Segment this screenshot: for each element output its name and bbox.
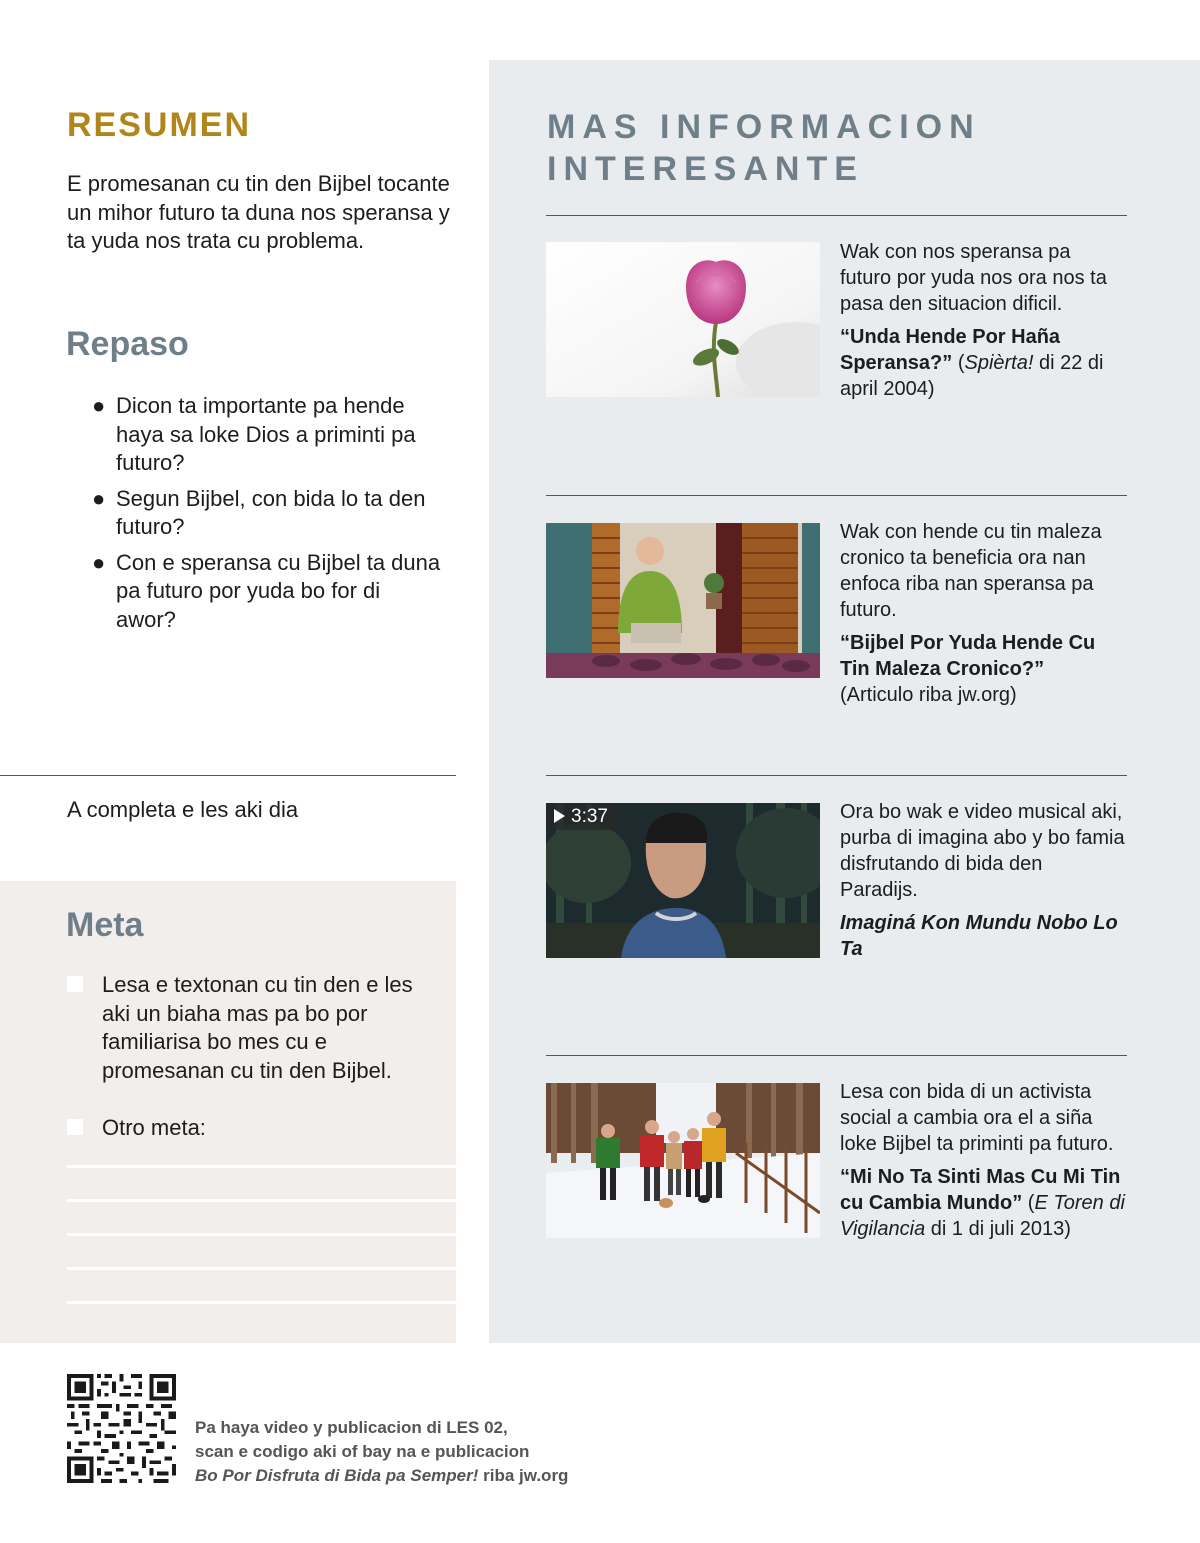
repaso-item: ● Segun Bijbel, con bida lo ta den futuro? xyxy=(92,485,426,539)
man-looking-up-image[interactable] xyxy=(546,803,820,958)
repaso-heading: Repaso xyxy=(66,325,189,363)
resumen-heading: RESUMEN xyxy=(67,106,252,144)
footer-note: Pa haya video y publicacion di LES 02, scan e codigo aki of bay na e publicacion Bo Por Disfruta di Bida pa Semper! riba jw.org xyxy=(195,1418,569,1485)
meta-item: Lesa e textonan cu tin den e les aki un biaha mas pa bo por familiarisa bo mes cu e promesanan cu tin den Bijbel. xyxy=(67,971,427,1085)
checkbox-icon[interactable] xyxy=(67,976,83,992)
write-line[interactable] xyxy=(67,1267,456,1270)
meta-section xyxy=(0,881,456,1343)
divider xyxy=(546,495,1127,496)
checkbox-icon[interactable] xyxy=(67,1119,83,1135)
repaso-item: ● Dicon ta importante pa hende haya sa loke Dios a priminti pa futuro? xyxy=(92,393,416,475)
pink-flower-image[interactable] xyxy=(546,242,820,397)
resumen-text: E promesanan cu tin den Bijbel tocante un mihor futuro ta duna nos speransa y ta yuda nos trata cu problema. xyxy=(67,171,450,253)
more-info-heading: MAS INFORMACION INTERESANTE xyxy=(547,108,981,188)
entry-reference[interactable]: “Unda Hende Por Haña Speransa?” (Spièrta! di 22 di april 2004) xyxy=(840,326,1104,400)
bullet-icon: ● xyxy=(92,549,106,575)
entry-reference[interactable]: “Mi No Ta Sinti Mas Cu Mi Tin cu Cambia Mundo” (E Toren di Vigilancia di 1 di juli 2013) xyxy=(840,1166,1125,1240)
info-entry xyxy=(840,799,1125,962)
play-icon xyxy=(554,809,565,823)
divider xyxy=(0,775,456,776)
info-entry xyxy=(840,519,1125,708)
write-line[interactable] xyxy=(67,1301,456,1304)
meta-item-other: Otro meta: xyxy=(67,1114,427,1143)
bullet-icon: ● xyxy=(92,393,106,418)
divider xyxy=(546,1055,1127,1056)
write-line[interactable] xyxy=(67,1199,456,1202)
divider xyxy=(546,215,1127,216)
entry-description: Wak con hende cu tin maleza cronico ta beneficia ora nan enfoca riba nan speransa pa futuro. xyxy=(840,521,1102,621)
info-entry xyxy=(840,1079,1125,1242)
write-line[interactable] xyxy=(67,1165,456,1168)
repaso-list xyxy=(92,392,442,641)
man-in-wheelchair-image[interactable] xyxy=(546,523,820,678)
entry-description: Lesa con bida di un activista social a cambia ora el a siña loke Bijbel ta priminti pa futuro. xyxy=(840,1081,1114,1155)
entry-reference[interactable]: Imaginá Kon Mundu Nobo Lo Ta xyxy=(840,912,1118,960)
entry-description: Wak con nos speransa pa futuro por yuda nos ora nos ta pasa den situacion dificil. xyxy=(840,241,1107,315)
divider xyxy=(546,775,1127,776)
family-walking-snow-image[interactable] xyxy=(546,1083,820,1238)
entry-reference[interactable]: “Bijbel Por Yuda Hende Cu Tin Maleza Cronico?” (Articulo riba jw.org) xyxy=(840,632,1096,706)
info-entry xyxy=(840,239,1125,402)
meta-heading: Meta xyxy=(66,906,144,944)
write-line[interactable] xyxy=(67,1233,456,1236)
completed-date-label: A completa e les aki dia xyxy=(67,797,299,822)
repaso-item: ● Con e speransa cu Bijbel ta duna pa futuro por yuda bo for di awor? xyxy=(92,549,441,632)
video-duration-badge: 3:37 xyxy=(546,803,620,830)
qr-code-icon[interactable] xyxy=(67,1374,176,1483)
bullet-icon: ● xyxy=(92,485,106,511)
entry-description: Ora bo wak e video musical aki, purba di imagina abo y bo famia disfrutando di bida den Paradijs. xyxy=(840,801,1125,901)
